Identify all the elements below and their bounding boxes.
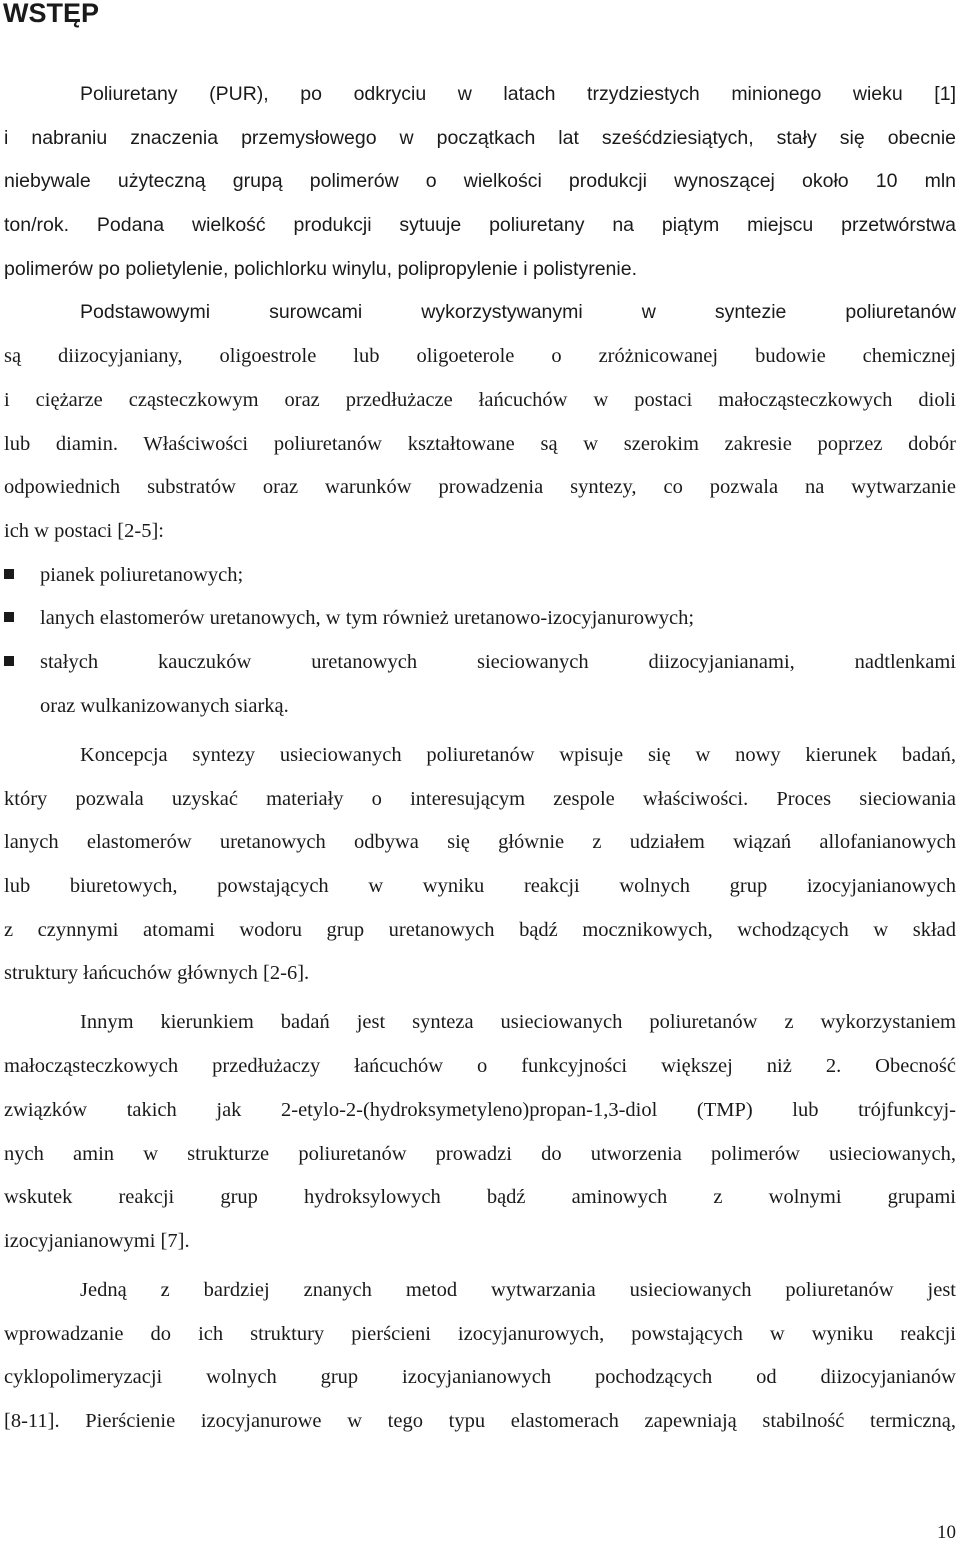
square-bullet-icon [4, 656, 14, 666]
text-line: cyklopolimeryzacji wolnych grup izocyjanianowych pochodzących od diizocyjanianów [4, 1366, 956, 1389]
document-body [4, 73, 956, 1444]
text-line: [8-11]. Pierścienie izocyjanurowe w tego typu elastomerach zapewniają stabilność termiczną, [4, 1410, 956, 1433]
page-number: 10 [937, 1522, 956, 1543]
list-item [4, 641, 956, 685]
paragraph-4 [4, 1001, 956, 1263]
bullet-list [4, 554, 956, 729]
text-line: i nabraniu znaczenia przemysłowego w początkach lat sześćdziesiątych, stały się obecnie [4, 126, 956, 149]
text-line: odpowiednich substratów oraz warunków prowadzenia syntezy, co pozwala na wytwarzanie [4, 476, 956, 499]
list-item [4, 554, 956, 598]
paragraph-3 [4, 734, 956, 996]
text-line: Poliuretany (PUR), po odkryciu w latach trzydziestych minionego wieku [1] [80, 83, 956, 105]
text-line: są diizocyjaniany, oligoestrole lub oligoeterole o zróżnicowanej budowie chemicznej [4, 345, 956, 368]
text-line: lanych elastomerów uretanowych odbywa się głównie z udziałem wiązań allofanianowych [4, 831, 956, 854]
text-line: lub diamin. Właściwości poliuretanów kształtowane są w szerokim zakresie poprzez dobór [4, 432, 956, 455]
list-item-text: stałych kauczuków uretanowych sieciowanych diizocyjanianami, nadtlenkami [40, 650, 956, 673]
list-item [4, 597, 956, 641]
text-line: ich w postaci [2-5]: [4, 519, 164, 542]
paragraph-1 [4, 73, 956, 291]
section-heading: WSTĘP [3, 0, 100, 28]
text-line: małocząsteczkowych przedłużaczy łańcuchów o funkcyjności większej niż 2. Obecność [4, 1055, 956, 1078]
paragraph-5 [4, 1269, 956, 1444]
text-line: Podstawowymi surowcami wykorzystywanymi w syntezie poliuretanów [80, 301, 956, 324]
text-line: nych amin w strukturze poliuretanów prowadzi do utworzenia polimerów usieciowanych, [4, 1142, 956, 1165]
list-item-text: lanych elastomerów uretanowych, w tym również uretanowo-izocyjanurowych; [40, 607, 695, 630]
text-line: ton/rok. Podana wielkość produkcji sytuuje poliuretany na piątym miejscu przetwórstwa [4, 214, 956, 237]
square-bullet-icon [4, 612, 14, 622]
text-line: wprowadzanie do ich struktury pierścieni izocyjanurowych, powstających w wyniku reakcji [4, 1322, 956, 1345]
list-item-continuation: oraz wulkanizowanych siarką. [40, 694, 289, 717]
text-line: z czynnymi atomami wodoru grup uretanowych bądź mocznikowych, wchodzących w skład [4, 918, 956, 941]
text-line: Jedną z bardziej znanych metod wytwarzania usieciowanych poliuretanów jest [80, 1279, 956, 1302]
text-line: Innym kierunkiem badań jest synteza usieciowanych poliuretanów z wykorzystaniem [80, 1011, 956, 1034]
text-line: związków takich jak 2-etylo-2-(hydroksymetyleno)propan-1,3-diol (TMP) lub trójfunkcyj- [4, 1098, 956, 1121]
text-line: struktury łańcuchów głównych [2-6]. [4, 962, 310, 985]
square-bullet-icon [4, 569, 14, 579]
text-line: wskutek reakcji grup hydroksylowych bądź aminowych z wolnymi grupami [4, 1186, 956, 1209]
text-line: polimerów po polietylenie, polichlorku winylu, polipropylenie i polistyrenie. [4, 257, 637, 280]
paragraph-2 [4, 291, 956, 553]
text-line: niebywale użyteczną grupą polimerów o wielkości produkcji wynoszącej około 10 mln [4, 170, 956, 193]
list-item-text: pianek poliuretanowych; [40, 563, 244, 586]
text-line: i ciężarze cząsteczkowym oraz przedłużacze łańcuchów w postaci małocząsteczkowych dioli [4, 388, 956, 411]
text-line: lub biuretowych, powstających w wyniku reakcji wolnych grup izocyjanianowych [4, 874, 956, 897]
text-line: Koncepcja syntezy usieciowanych poliuretanów wpisuje się w nowy kierunek badań, [80, 743, 956, 766]
text-line: izocyjanianowymi [7]. [4, 1229, 190, 1252]
text-line: który pozwala uzyskać materiały o interesującym zespole właściwości. Proces sieciowania [4, 787, 956, 810]
